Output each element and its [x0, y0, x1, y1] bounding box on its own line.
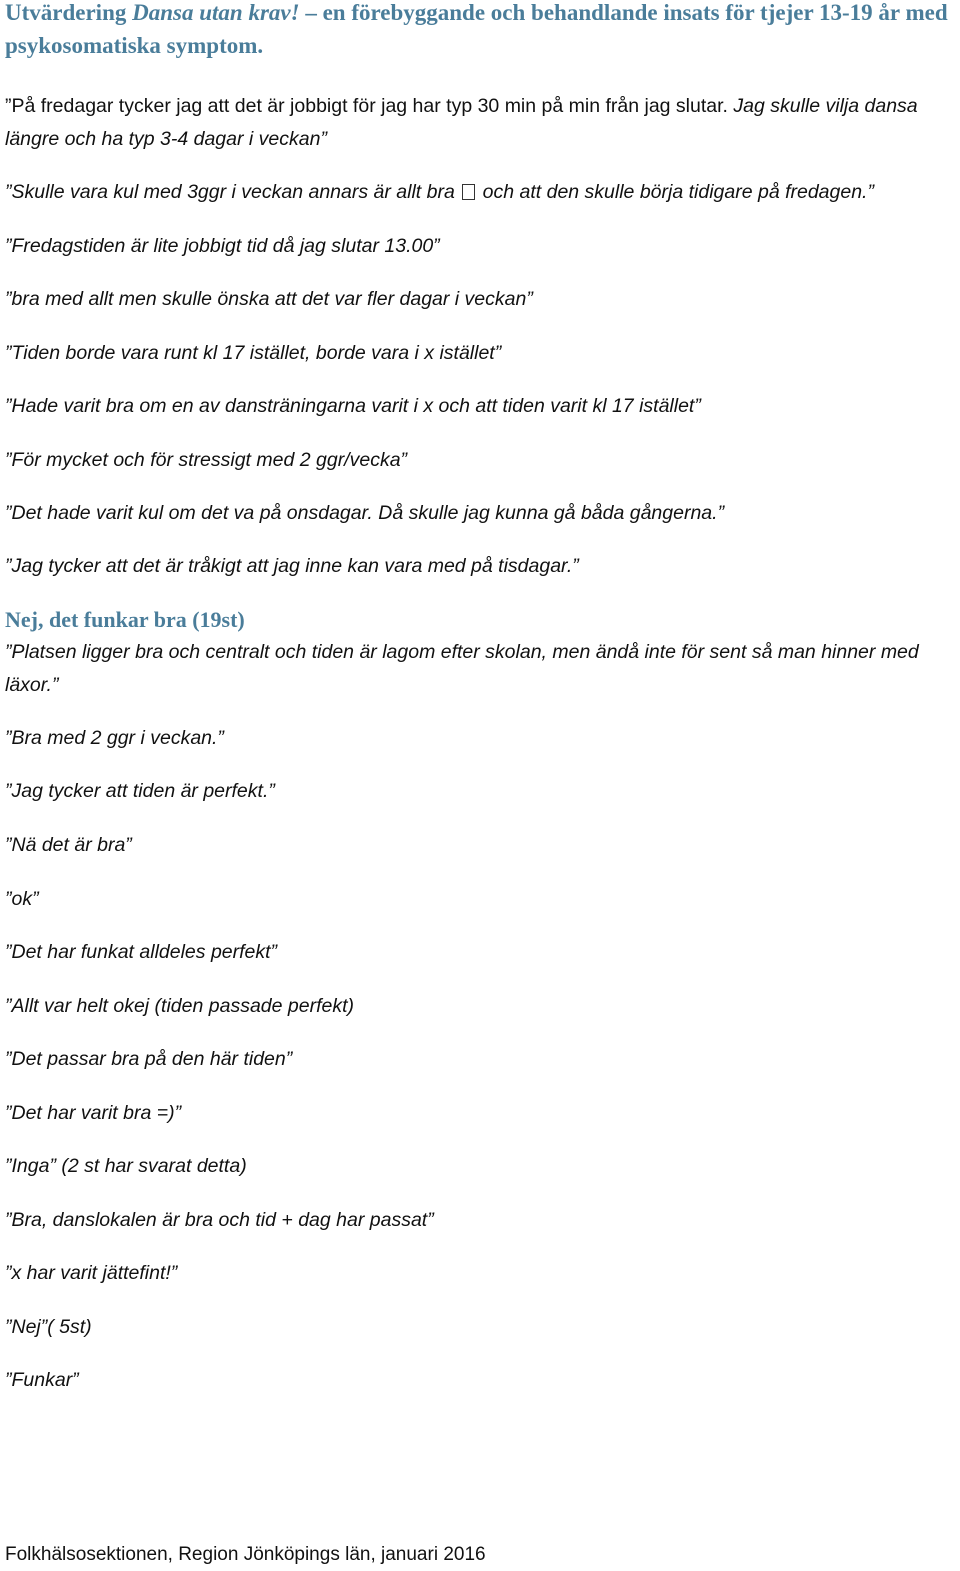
quote-no-1	[5, 90, 957, 156]
document-title	[5, 0, 955, 62]
quote-yes-4: ”Nä det är bra”	[5, 834, 132, 856]
quote-yes-14: ”Funkar”	[5, 1369, 79, 1391]
quote-no-2-before: ”Skulle vara kul med 3ggr i veckan annars är allt bra	[5, 181, 455, 203]
title-part-1: Utvärdering	[5, 0, 133, 25]
quote-no-9: ”Jag tycker att det är tråkigt att jag inne kan vara med på tisdagar.”	[5, 555, 579, 577]
quote-yes-10: ”Inga” (2 st har svarat detta)	[5, 1155, 247, 1177]
section-heading-works-fine: Nej, det funkar bra (19st)	[5, 607, 245, 632]
quote-yes-3: ”Jag tycker att tiden är perfekt.”	[5, 780, 275, 802]
quote-yes-9: ”Det har varit bra =)”	[5, 1102, 182, 1124]
quote-yes-1: ”Platsen ligger bra och centralt och tiden är lagom efter skolan, men ändå inte för sent så man hinner med läxor.”	[5, 641, 919, 696]
quote-yes-6: ”Det har funkat alldeles perfekt”	[5, 941, 278, 963]
quote-no-2	[5, 176, 957, 209]
quote-no-7: ”För mycket och för stressigt med 2 ggr/vecka”	[5, 449, 408, 471]
quote-yes-8: ”Det passar bra på den här tiden”	[5, 1048, 293, 1070]
quote-no-4: ”bra med allt men skulle önska att det var fler dagar i veckan”	[5, 288, 533, 310]
quote-no-6: ”Hade varit bra om en av dansträningarna varit i x och att tiden varit kl 17 istället”	[5, 395, 701, 417]
quote-no-1-italic: Jag skulle vilja dansa längre och ha typ 3-4 dagar i veckan”	[5, 95, 918, 150]
quote-yes-2: ”Bra med 2 ggr i veckan.”	[5, 727, 224, 749]
quote-yes-5: ”ok”	[5, 888, 39, 910]
quote-no-1-upright: ”På fredagar tycker jag att det är jobbigt för jag har typ 30 min på min från jag slutar.	[5, 95, 728, 117]
smiley-placeholder-icon	[462, 184, 475, 200]
quote-no-2-after: och att den skulle börja tidigare på fredagen.”	[482, 181, 874, 203]
title-part-2: – en förebyggande och behandlande insats för tjejer 13-19 år med psykosomatiska symptom.	[5, 0, 948, 58]
page-footer: Folkhälsosektionen, Region Jönköpings län, januari 2016	[5, 1544, 486, 1565]
quote-yes-12: ”x har varit jättefint!”	[5, 1262, 178, 1284]
quote-yes-13: ”Nej”( 5st)	[5, 1316, 92, 1338]
title-program-name: Dansa utan krav!	[132, 0, 300, 25]
quote-no-8: ”Det hade varit kul om det va på onsdagar. Då skulle jag kunna gå båda gångerna.”	[5, 502, 725, 524]
quote-no-5: ”Tiden borde vara runt kl 17 istället, borde vara i x istället”	[5, 342, 502, 364]
quote-yes-7: ”Allt var helt okej (tiden passade perfekt)	[5, 995, 355, 1017]
quote-no-3: ”Fredagstiden är lite jobbigt tid då jag slutar 13.00”	[5, 235, 440, 257]
quote-yes-11: ”Bra, danslokalen är bra och tid + dag har passat”	[5, 1209, 434, 1231]
